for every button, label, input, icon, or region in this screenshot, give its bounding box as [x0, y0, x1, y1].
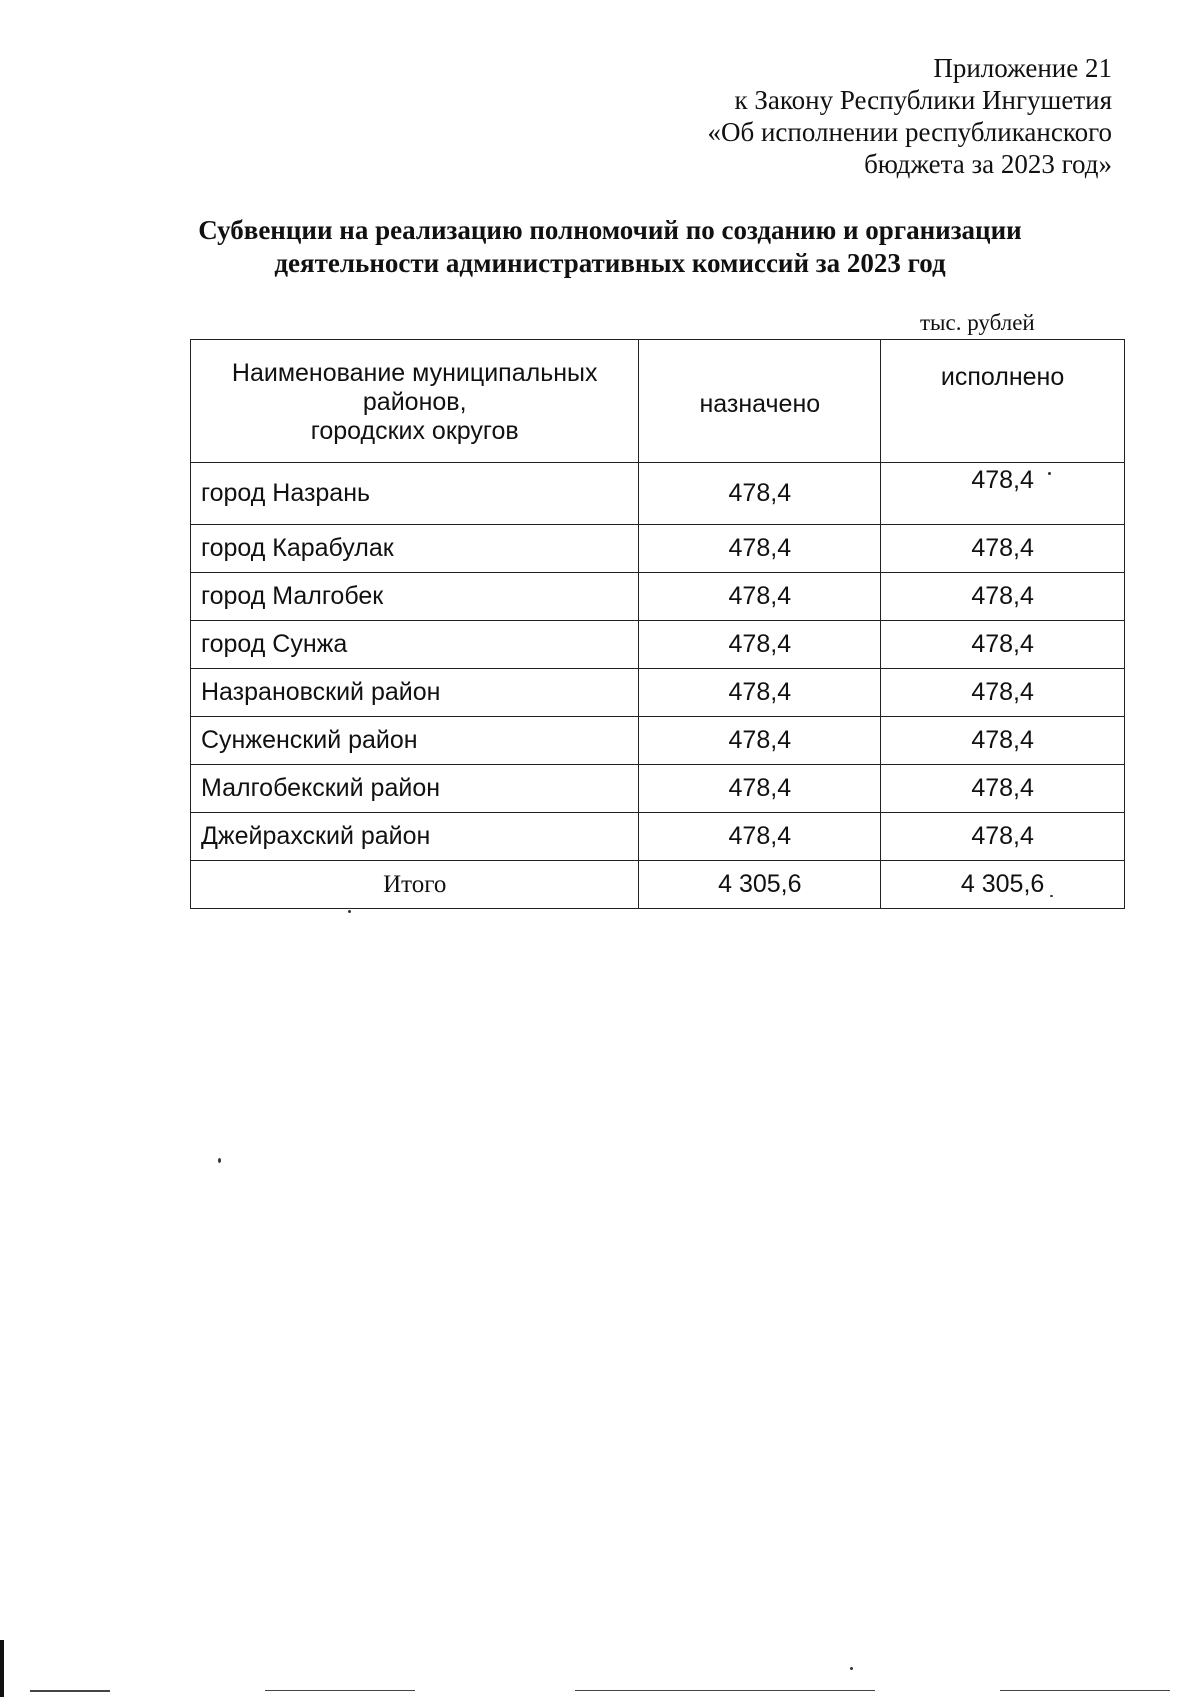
- scan-speck: [218, 1158, 221, 1163]
- row-executed: 478,4: [881, 813, 1125, 861]
- scan-speck: [348, 910, 351, 913]
- table-row: [191, 765, 1125, 813]
- row-assigned: 478,4: [639, 765, 881, 813]
- row-assigned: 478,4: [639, 573, 881, 621]
- row-executed: 478,4: [881, 765, 1125, 813]
- title-line-1: Субвенции на реализацию полномочий по созданию и организации: [198, 215, 1022, 245]
- header-municipality-line3: городских округов: [310, 416, 519, 445]
- row-assigned: 478,4: [639, 463, 881, 525]
- row-municipality: город Назрань: [191, 463, 639, 525]
- table-row: [191, 813, 1125, 861]
- total-label: Итого: [191, 861, 639, 909]
- row-municipality: город Сунжа: [191, 621, 639, 669]
- row-executed: 478,4: [881, 463, 1125, 525]
- row-executed: 478,4: [881, 717, 1125, 765]
- header-assigned: назначено: [639, 340, 881, 463]
- total-assigned: 4 305,6: [639, 861, 881, 909]
- scan-speck: [1048, 472, 1051, 475]
- header-executed: исполнено: [881, 340, 1125, 463]
- row-municipality: Сунженский район: [191, 717, 639, 765]
- table-row: [191, 525, 1125, 573]
- row-executed: 478,4: [881, 525, 1125, 573]
- row-executed: 478,4: [881, 621, 1125, 669]
- table-header-row: [191, 340, 1125, 463]
- table-row: [191, 573, 1125, 621]
- appendix-reference: [707, 52, 1112, 180]
- row-executed: 478,4: [881, 669, 1125, 717]
- scan-bottom-line: [265, 1690, 415, 1691]
- row-municipality: Назрановский район: [191, 669, 639, 717]
- appendix-number: Приложение 21: [933, 53, 1112, 83]
- row-assigned: 478,4: [639, 717, 881, 765]
- subventions-table: [190, 339, 1125, 909]
- header-municipality-line1: Наименование муниципальных: [231, 358, 598, 387]
- document-title: [150, 214, 1070, 280]
- row-assigned: 478,4: [639, 813, 881, 861]
- row-municipality: город Малгобек: [191, 573, 639, 621]
- header-municipality: [191, 340, 639, 463]
- row-municipality: Малгобекский район: [191, 765, 639, 813]
- appendix-law-line: к Закону Республики Ингушетия: [734, 85, 1112, 115]
- scan-speck: [850, 1667, 853, 1670]
- units-label: тыс. рублей: [920, 310, 1035, 335]
- scan-bottom-line: [575, 1690, 875, 1691]
- row-assigned: 478,4: [639, 669, 881, 717]
- scan-left-edge: [0, 1640, 4, 1697]
- row-executed: 478,4: [881, 573, 1125, 621]
- row-assigned: 478,4: [639, 621, 881, 669]
- scan-speck: [1050, 895, 1053, 897]
- table-total-row: [191, 861, 1125, 909]
- table-row: [191, 717, 1125, 765]
- total-executed: 4 305,6: [881, 861, 1125, 909]
- table-row: [191, 669, 1125, 717]
- row-municipality: Джейрахский район: [191, 813, 639, 861]
- appendix-law-title-line2: бюджета за 2023 год»: [864, 149, 1112, 179]
- table-row: [191, 621, 1125, 669]
- header-municipality-line2: районов,: [362, 387, 467, 416]
- appendix-law-title-line1: «Об исполнении республиканского: [707, 117, 1112, 147]
- title-line-2: деятельности административных комиссий за 2023 год: [274, 248, 946, 278]
- table-row: [191, 463, 1125, 525]
- scan-bottom-line: [1000, 1690, 1170, 1691]
- scan-bottom-line: [30, 1690, 110, 1692]
- row-municipality: город Карабулак: [191, 525, 639, 573]
- row-assigned: 478,4: [639, 525, 881, 573]
